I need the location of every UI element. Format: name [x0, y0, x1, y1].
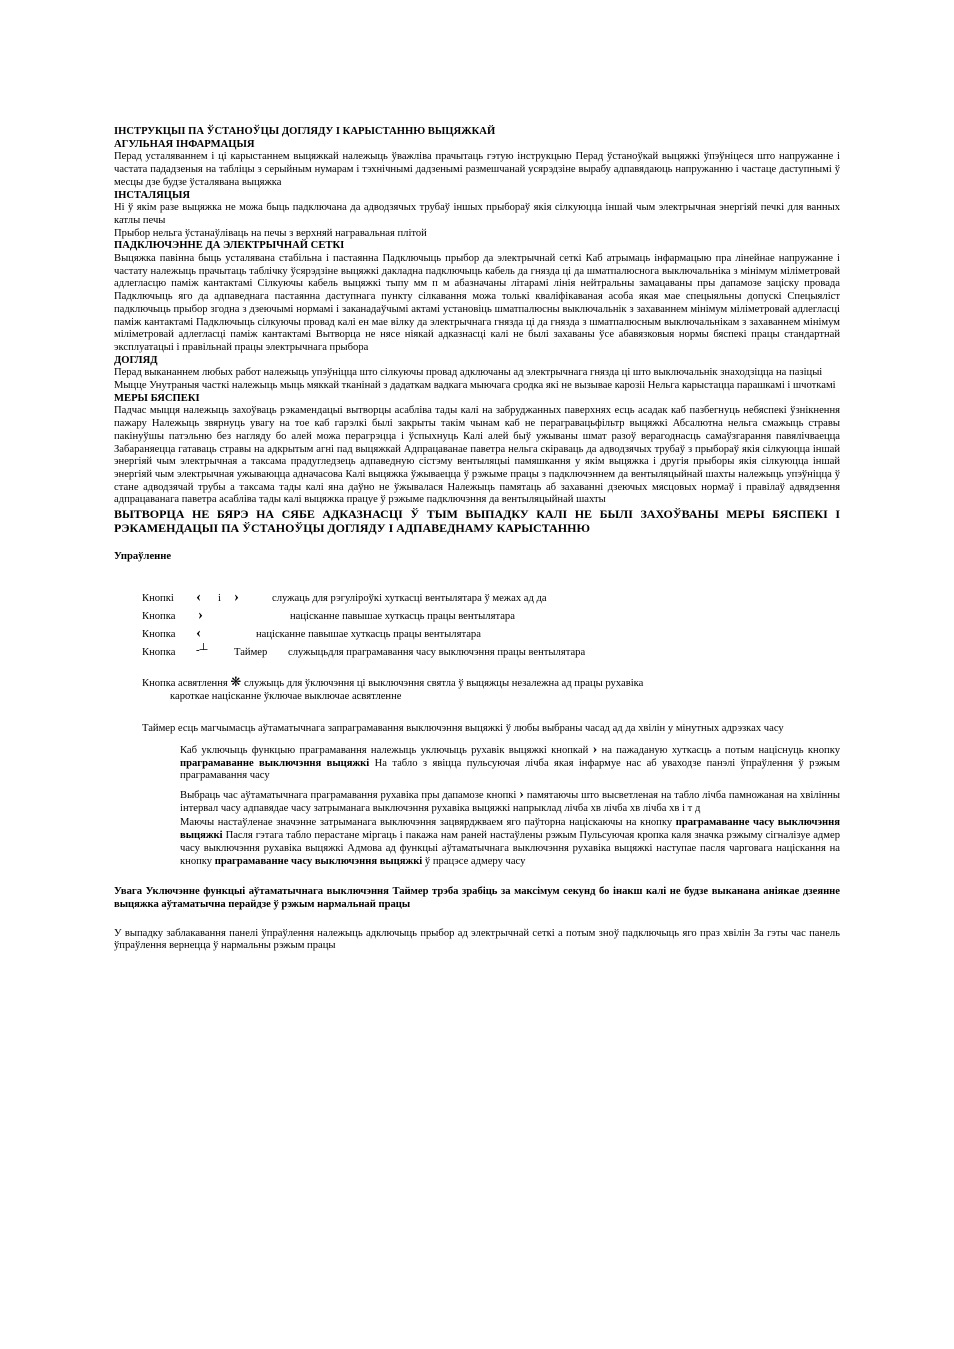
instruction-document	[114, 126, 840, 953]
paragraph-installation-2: Прыбор нельга ўстанаўліваць на печы з верхняй награвальная плітой	[114, 227, 427, 239]
timer-step-1-text-2: на пажаданую хуткасць а потым націснуць кнопку	[601, 744, 840, 756]
section-heading-general: АГУЛЬНАЯ ІНФАРМАЦЫЯ	[114, 138, 255, 150]
timer-step-2-text-2: памятаючы што высветленая на табло лічба памножаная на хвілінны інтервал часу адпавядае часу затрыманага выключэння рухавіка выцяжкі напрыклад лічба хв лічба хв лічба хв і т д	[180, 790, 840, 814]
control-label: Кнопка	[142, 610, 176, 622]
panel-lock-note: У выпадку заблакавання панелі ўпраўлення належыць адключыць прыбор ад электрычнай сеткі а потым зноў падключыць яго праз хвілін За гэты час панель ўпраўлення вернецца ў нармальны рэжым працы	[114, 927, 840, 952]
chevron-left-icon: ‹	[196, 588, 201, 605]
section-heading-electrical: ПАДКЛЮЧЭННЕ ДА ЭЛЕКТРЫЧНАЙ СЕТКІ	[114, 240, 345, 252]
control-description: націсканне павышае хуткасць працы вентылятара	[290, 610, 515, 622]
paragraph-installation-1: Ні ў якім разе выцяжка не можа быць падключана да адводзячых трубаў іншых прыбораў якія сілкуюцца іншай чым электрычная энергіяй печкі для ванных катлы печы	[114, 202, 840, 226]
light-button-label: Кнопка асвятлення	[142, 677, 228, 689]
timer-button-name: праграмаванне выключэння выцяжкі	[180, 757, 370, 769]
chevron-right-icon: ›	[234, 588, 239, 605]
paragraph-maintenance-1: Перад выкананнем любых работ належыць упэўніцца што сілкуючы провад адключаны ад электрычнага гнязда ці што выключальнік знаходзіцца на пазіцыі	[114, 367, 823, 379]
light-button-note: кароткае націсканне ўключае выключае асвятленне	[170, 690, 402, 702]
control-description: націсканне павышае хуткасць працы вентылятара	[256, 628, 481, 640]
control-description: служыцьдля праграмавання часу выключэння працы вентылятара	[288, 646, 586, 658]
paragraph-electrical: Выцяжка павінна быць усталявана стабільна і пастаянна Падключыць прыбор да электрычнай сеткі Каб атрымаць інфармацыю пра лінейнае напружанне і частату належыць прачытаць таблічку ўсярэдзіне выцяжкі дакладна падключыць кабель да гнязда ці да шматпалюснога выключальніка з мінімум міліметровай адлегласцю паміж кантактамі Сілкуючы кабель выцяжкі тыпу мм п м абазначаны літарамі лінія нейтральны замацаваны пры дапамозе заціску провада Падключыць яго да адпаведнага пастаянна даступнага пункту сілкавання можа толькі кваліфікаваная асоба якая мае спецыяльны допускі Спецыяліст падключыць прыбор згодна з дзеючымі нормамі і заканадаўчымі актамі установіць шматпалюсны выключальнік з захаваннем мінімум міліметровай адлегласці паміж кантактамі Падключыць сілкуючы провад калі ен мае вілку да электрычнага гнязда ці да гнязда з шматпалюсным выключальнікам з захаваннем мінімум міліметровай адлегласці паміж кантактамі Вытворца не нясе ніякай адказнасці калі не былі захаваны ўсе абавязковыя нормы бяспекі працы стандартнай эксплуатацыі і правільнай працы электрычнага прыбора	[114, 253, 840, 353]
timer-button-name: праграмаванне часу выключэння выцяжкі	[180, 817, 840, 842]
timer-step-3-text-3: ў працэсе адмеру часу	[424, 855, 526, 867]
liability-warning: ВЫТВОРЦА НЕ БЯРЭ НА СЯБЕ АДКАЗНАСЦІ Ў ТЫМ ВЫПАДКУ КАЛІ НЕ БЫЛІ ЗАХОЎВАНЫ МЕРЫ БЯСПЕКІ І РЭКАМЕНДАЦЫІ ПА ЎСТАНОЎЦЫ ДОГЛЯДУ І АДПАВЕДНАМУ КАРЫСТАННЮ	[114, 507, 840, 536]
control-row-speed-down	[142, 626, 840, 644]
timer-step-1-text-3: На табло з явіцца пульсуючая лічба якая інфармуе нас аб уваходзе панэлі ўпраўлення ў рэжым праграмавання часу	[180, 757, 840, 782]
light-icon: ❋	[230, 673, 242, 689]
timer-icon: -┴	[196, 643, 208, 656]
timer-step-3-text-2: Пасля гэтага табло перастане міргаць і пакажа нам раней настаўлены рэжым Пульсуючая кропка каля значка рэжыму сігналізуе адмер часу выключэння рухавіка выцяжкі Адмова ад функцыі аўтаматычнага выключэння рухавіка выцяжкі наступае пасля чарговага націскання на кнопку	[180, 830, 840, 867]
control-label: Кнопка	[142, 628, 176, 640]
timer-step-2-text: Выбраць час аўтаматычнага праграмавання рухавіка пры дапамозе кнопкі	[180, 790, 517, 802]
paragraph-safety: Падчас мыцця належыць захоўваць рэкамендацыі вытворцы асабліва тады калі на забруджанных паверхнях есць асадак каб пазбегнуць небяспекі ўзнікнення пажару Належыць звярнуць увагу на тое каб гарэлкі былі закрыты такім чынам каб не перагравацьфільтр выцяжкі Абсалютна нельга смажыць стравы пакінуўшы патэльню без нагляду бо алей можа перагрэцца і ўспыхнуць Калі алей быў ужываны шмат разоў верагоднасць самаўзгарання павялічваецца Забараняецца гатаваць стравы на адкрытым агні пад выцяжкай Адпрацаванае паветра нельга скіраваць да адводзячых трубаў з прыбораў якія сілкуюцца іншай энергіяй чым электрычная а таксама прадугледзець адпаведную сістэму вентыляцыі памяшкання у якім выцяжка і другія прыборы якія сілкуюцца іншай энергіяй чым электрычная ужываюцца адначасова Калі выцяжка ўжываецца ў рэжыме працы з падключэннем да вентыляцыйнай шахты належыць упэўніцца ў стане адводзячай трубы а таксама тады калі яна даўно не ўжывалася Належыць памятаць аб захаванні дзеючых мясцовых нормаў і правілаў адвядзення адпрацаванага паветра асабліва тады калі выцяжка працуе ў рэжыме падключэння да вентыляцыйнай шахты	[114, 405, 840, 506]
chevron-left-icon: ‹	[196, 624, 201, 641]
control-name: Таймер	[234, 646, 268, 658]
timer-intro: Таймер есць магчымасць аўтаматычнага запраграмавання выключэння выцяжкі ў любы выбраны часад ад да хвілін у мінутных адрэзках часу	[142, 723, 784, 735]
control-row-speed-up	[142, 608, 840, 626]
paragraph-maintenance-2: Мыцце Унутраныя часткі належыць мыць мяккай тканінай з дадаткам вадкага мыючага сродка які не вызывае карозіі Нельга карыстацца парашкамі і шчоткамі	[114, 380, 836, 392]
timer-step-3	[180, 817, 840, 868]
timer-step-2	[180, 789, 840, 815]
document-title: ІНСТРУКЦЫІ ПА ЎСТАНОЎЦЫ ДОГЛЯДУ І КАРЫСТАННЮ ВЫЦЯЖКАЙ	[114, 126, 496, 137]
control-label: Кнопка	[142, 646, 176, 658]
control-row-timer	[142, 644, 840, 662]
control-conjunction: і	[218, 592, 221, 604]
timer-step-1	[180, 741, 840, 783]
attention-note: Увага Уключэнне функцыі аўтаматычнага выключэння Таймер трэба зрабіць за максімум секунд бо інакш калі не будзе выканана аніякае дзеянне выцяжка аўтаматычна перайдзе ў рэжым нармальнай працы	[114, 886, 840, 910]
section-heading-control: Упраўленне	[114, 551, 172, 563]
timer-step-3-text: Маючы настаўленае значэнне затрыманага выключэння зацвярджваем яго паўторна націскаючы на кнопку	[180, 817, 673, 829]
chevron-right-icon: ›	[519, 787, 524, 803]
light-button-text: служыць для ўключэння ці выключэння святла ў выцяжцы незалежна ад працы рухавіка	[243, 677, 644, 689]
timer-button-name: праграмаванне часу выключэння выцяжкі	[214, 855, 423, 867]
timer-step-1-text: Каб уключыць функцыю праграмавання належыць уключыць рухавік выцяжкі кнопкай	[180, 744, 589, 756]
paragraph-general: Перад усталяваннем і ці карыстаннем выцяжкай належыць ўважліва прачытаць гэтую інструкцыю Перад ўстаноўкай выцяжкі ўпэўніцеся што напружанне і частата пададзеныя на табліцы з серыйным нумарам і тэхнічнымі дадзенымі размешчанай усярэдзіне вырабу адпавядаюць напружанню і частаце даступнымі ў месцы дзе будзе ўсталявана выцяжка	[114, 151, 840, 188]
section-heading-installation: ІНСТАЛЯЦЫЯ	[114, 189, 191, 201]
light-button-description	[142, 673, 840, 691]
control-label: Кнопкі	[142, 592, 174, 604]
section-heading-safety: МЕРЫ БЯСПЕКІ	[114, 392, 200, 404]
control-row-speed-buttons	[142, 590, 840, 608]
chevron-right-icon: ›	[198, 606, 203, 623]
control-description: служаць для рэгуліроўкі хуткасці вентылятара ў межах ад да	[272, 592, 547, 604]
chevron-right-icon: ›	[592, 741, 598, 757]
section-heading-maintenance: ДОГЛЯД	[114, 354, 158, 366]
